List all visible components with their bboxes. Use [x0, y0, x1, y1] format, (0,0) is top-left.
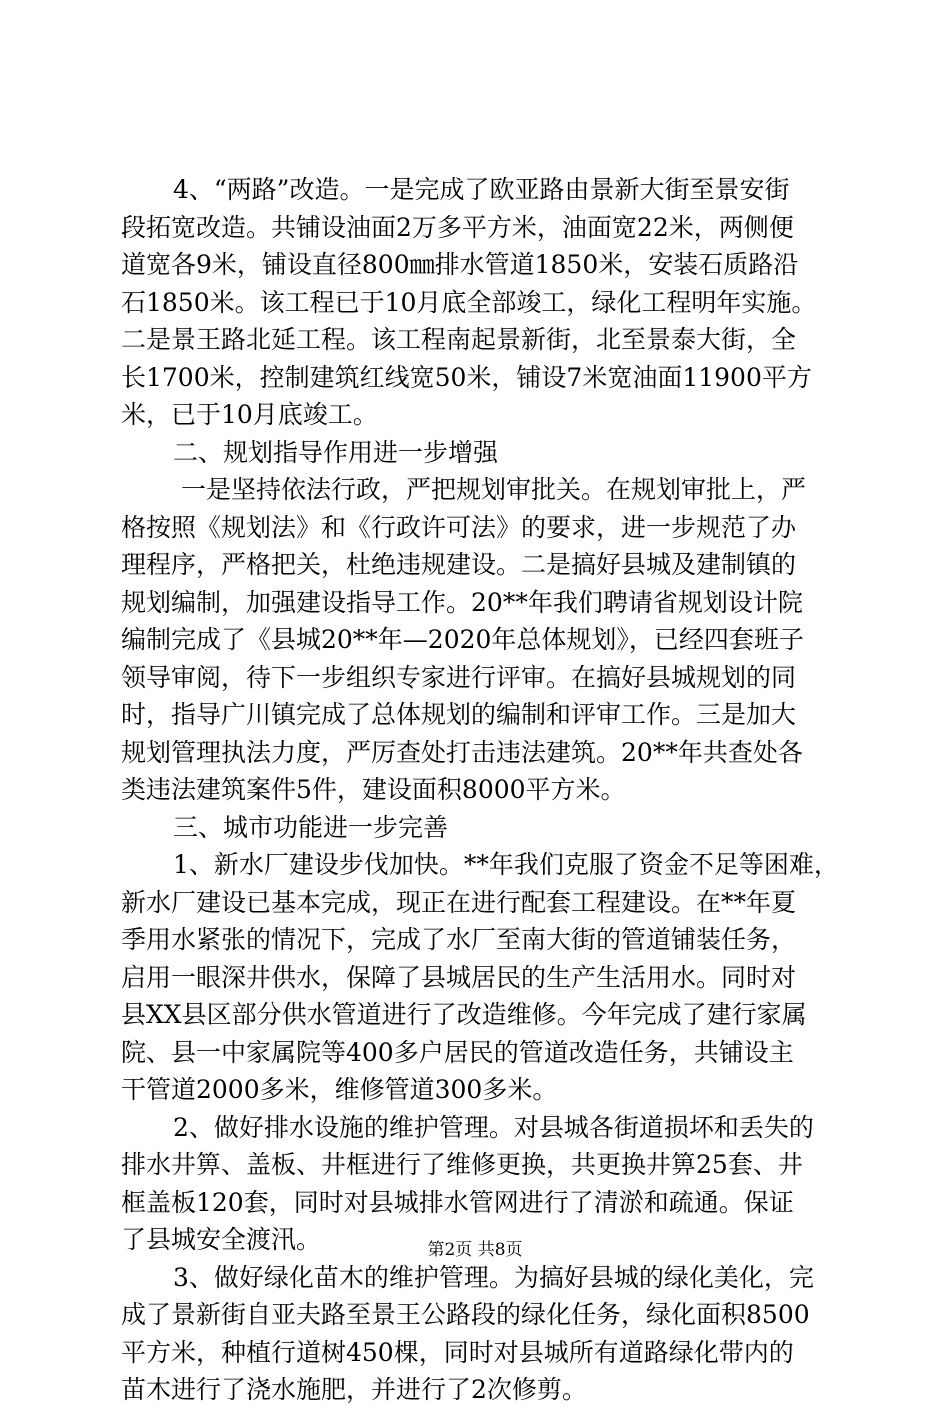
- text-line: 时，指导广川镇完成了总体规划的编制和评审工作。三是加大: [121, 700, 797, 729]
- text-line: 石1850米。该工程已于10月底全部竣工，绿化工程明年实施。: [121, 287, 817, 317]
- text-line: 2、做好排水设施的维护管理。对县城各街道损坏和丢失的: [173, 1112, 814, 1142]
- text-line: 框盖板120套，同时对县城排水管网进行了清淤和疏通。保证: [121, 1187, 794, 1217]
- page-footer: [0, 1238, 950, 1262]
- text-line: 县XX县区部分供水管道进行了改造维修。今年完成了建行家属: [121, 1000, 807, 1029]
- text-line: 1、新水厂建设步伐加快。**年我们克服了资金不足等困难，: [173, 850, 839, 879]
- text-line: 编制完成了《县城20**年—2020年总体规划》，已经四套班子: [121, 625, 804, 654]
- section-heading: 三、城市功能进一步完善: [173, 812, 449, 842]
- document-body: [121, 171, 841, 1409]
- text-line: 苗木进行了浇水施肥，并进行了2次修剪。: [121, 1375, 587, 1404]
- text-line: 启用一眼深井供水，保障了县城居民的生产生活用水。同时对: [121, 962, 797, 992]
- text-line: 类违法建筑案件5件，建设面积8000平方米。: [121, 775, 626, 804]
- text-line: 3、做好绿化苗木的维护管理。为搞好县城的绿化美化，完: [173, 1262, 814, 1292]
- text-line: 干管道2000多米，维修管道300多米。: [121, 1075, 558, 1104]
- text-line: 长1700米，控制建筑红线宽50米，铺设7米宽油面11900平方: [121, 362, 812, 392]
- text-line: 领导审阅，待下一步组织专家进行评审。在搞好县城规划的同: [121, 662, 797, 692]
- text-line: 米，已于10月底竣工。: [121, 400, 378, 429]
- page-number: 第2页 共8页: [427, 1240, 523, 1260]
- text-line: 格按照《规划法》和《行政许可法》的要求，进一步规范了办: [121, 512, 797, 542]
- text-line: 平方米，种植行道树450棵，同时对县城所有道路绿化带内的: [121, 1337, 794, 1367]
- text-line: 二是景王路北延工程。该工程南起景新街，北至景泰大街，全: [121, 325, 797, 354]
- text-line: 规划编制，加强建设指导工作。20**年我们聘请省规划设计院: [121, 587, 803, 617]
- text-line: 道宽各9米，铺设直径800㎜排水管道1850米，安装石质路沿: [121, 250, 799, 279]
- text-line: 4、“两路”改造。一是完成了欧亚路由景新大街至景安街: [173, 175, 790, 204]
- text-line: 段拓宽改造。共铺设油面2万多平方米，油面宽22米，两侧便: [121, 212, 794, 242]
- text-line: 一是坚持依法行政，严把规划审批关。在规划审批上，严: [181, 475, 807, 504]
- text-line: 院、县一中家属院等400多户居民的管道改造任务，共铺设主: [121, 1037, 794, 1067]
- text-line: 成了景新街自亚夫路至景王公路段的绿化任务，绿化面积8500: [121, 1300, 810, 1329]
- text-line: 新水厂建设已基本完成，现正在进行配套工程建设。在**年夏: [121, 887, 797, 917]
- text-line: 季用水紧张的情况下，完成了水厂至南大街的管道铺装任务，: [121, 925, 797, 954]
- text-line: 排水井箅、盖板、井框进行了维修更换，共更换井箅25套、井: [121, 1150, 803, 1179]
- section-heading: 二、规划指导作用进一步增强: [173, 437, 499, 467]
- text-line: 理程序，严格把关，杜绝违规建设。二是搞好县城及建制镇的: [121, 550, 797, 579]
- text-line: 了县城安全渡汛。: [121, 1225, 322, 1254]
- text-line: 规划管理执法力度，严厉查处打击违法建筑。20**年共查处各: [121, 737, 803, 767]
